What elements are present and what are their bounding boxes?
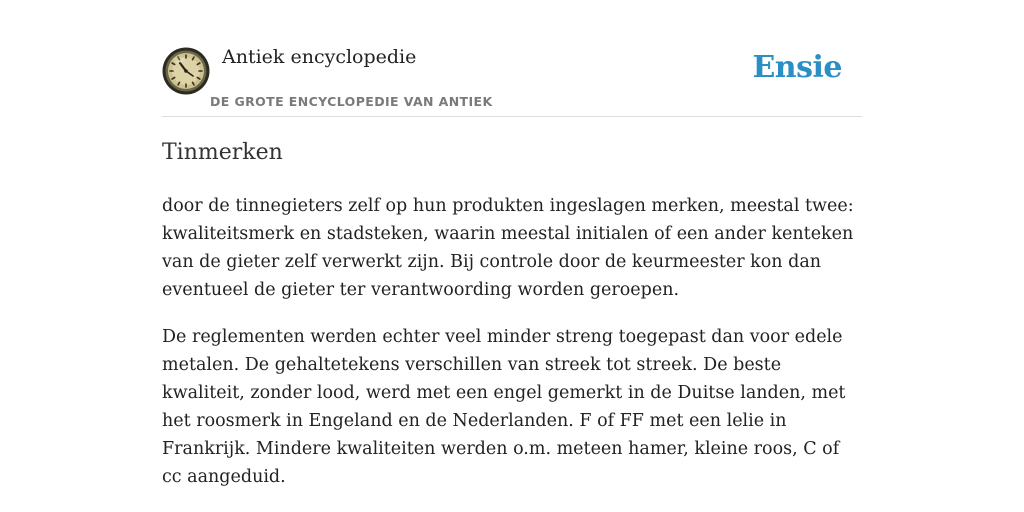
article-paragraph: De reglementen werden echter veel minder streng toegepast dan voor edele metalen. De gehaltetekens verschillen van streek tot streek. De beste kwaliteit, zonder lood, werd met een engel gemerkt in de Duitse landen, met het roosmerk in Engeland en de Nederlanden. F of FF met een lelie in Frankrijk. Mindere kwaliteiten werden o.m. meteen hamer, kleine roos, C of cc aangeduid. — [162, 327, 846, 487]
article-body — [162, 192, 862, 510]
article-paragraph: door de tinnegieters zelf op hun produkten ingeslagen merken, meestal twee: kwaliteitsmerk en stadsteken, waarin meestal initialen of een ander kenteken van de gieter zelf verwerkt zijn. Bij controle door de keurmeester kon dan eventueel de gieter ter verantwoording worden geroepen. — [162, 196, 854, 300]
clock-icon[interactable] — [162, 47, 210, 95]
page — [162, 0, 862, 512]
site-header — [162, 0, 862, 117]
site-subtitle: DE GROTE ENCYCLOPEDIE VAN ANTIEK — [210, 94, 493, 109]
article-title: Tinmerken — [162, 140, 283, 165]
brand-logo[interactable]: Ensie — [752, 50, 842, 85]
site-title[interactable]: Antiek encyclopedie — [222, 46, 417, 68]
